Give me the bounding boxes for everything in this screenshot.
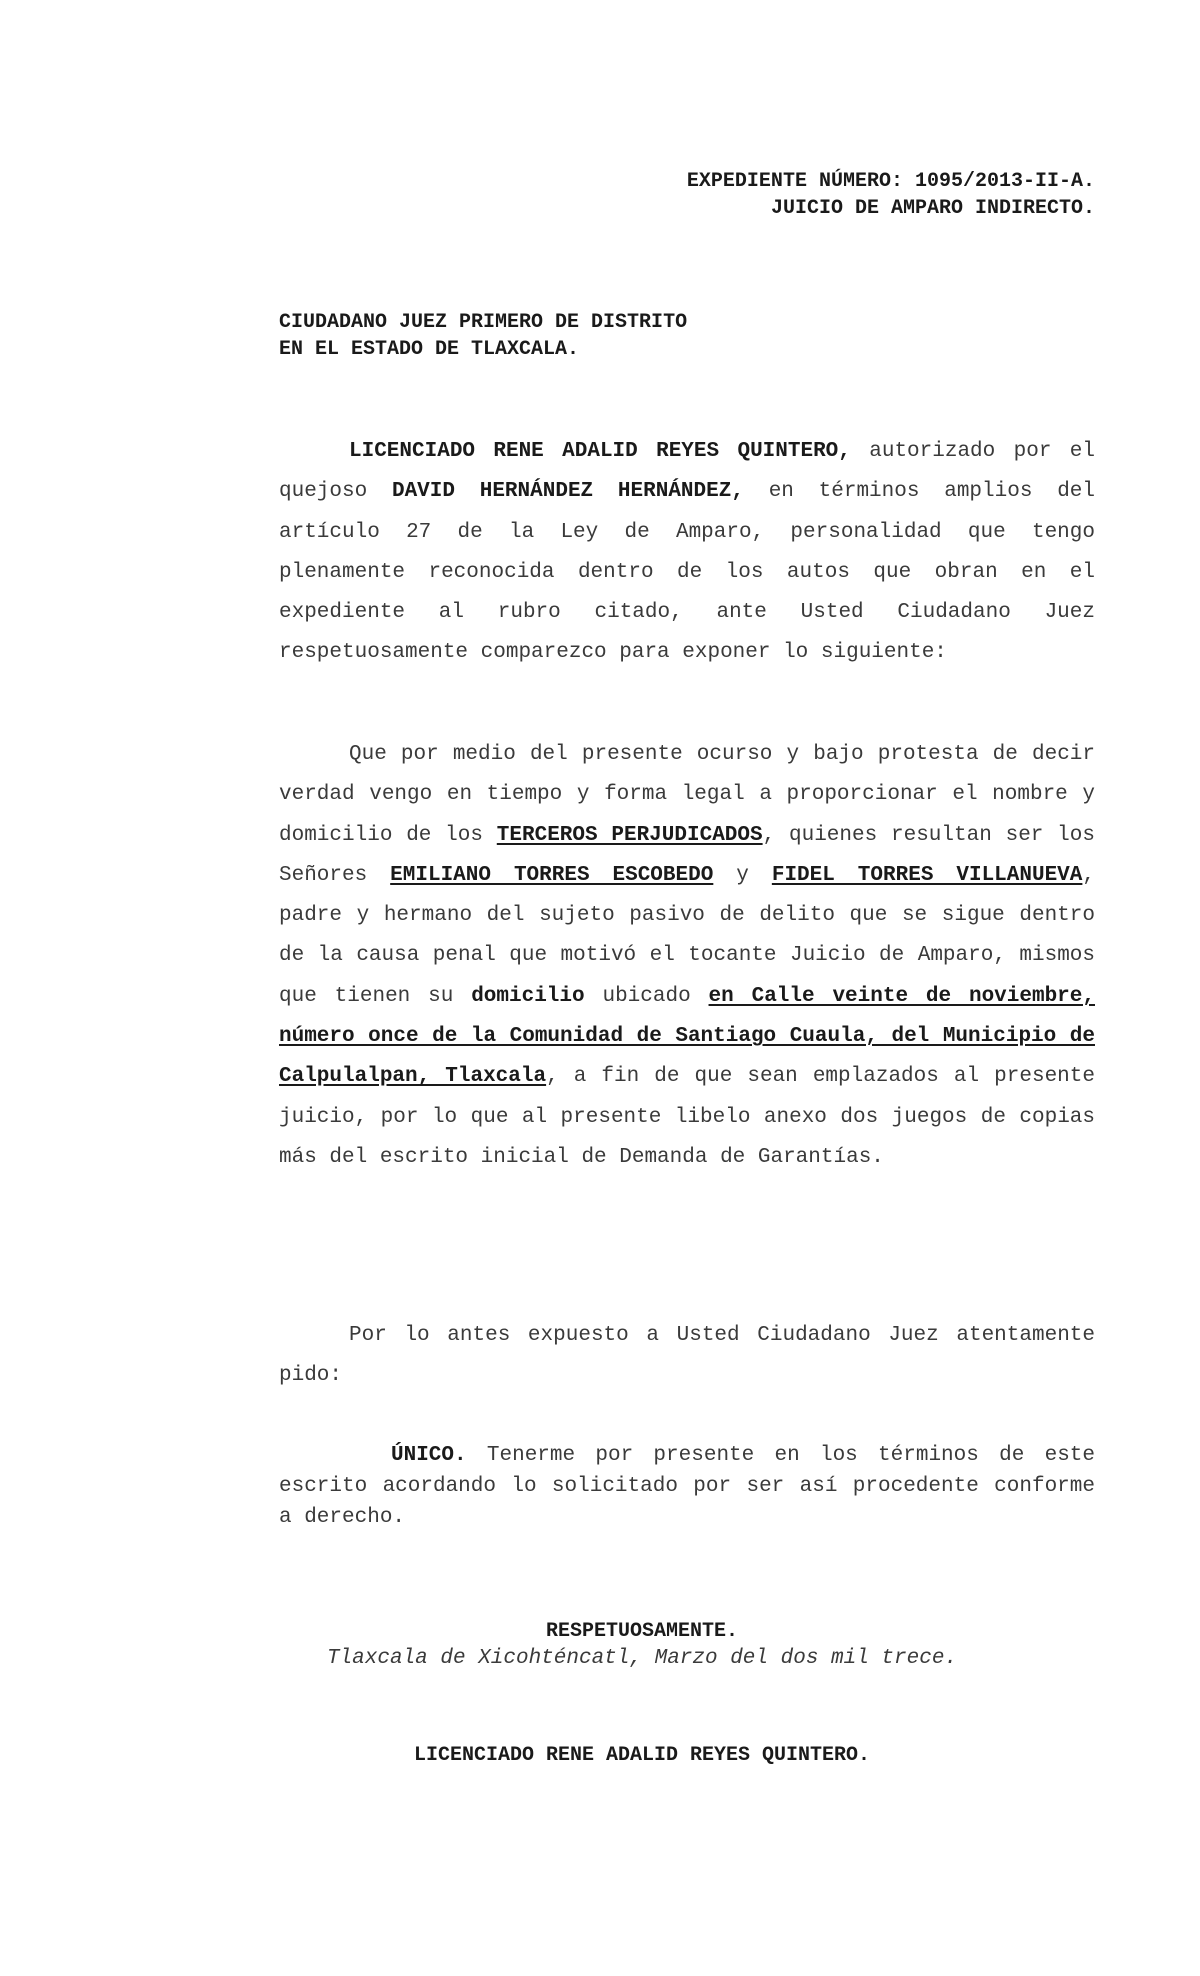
addressee bbox=[279, 309, 687, 363]
closing-salutation: RESPETUOSAMENTE. bbox=[545, 1620, 739, 1643]
complainant-name: DAVID HERNÁNDEZ HERNÁNDEZ, bbox=[391, 480, 744, 504]
tp-text-b: , quienes resultan ser los Señores bbox=[279, 823, 1095, 887]
addressee-line-1: CIUDADANO JUEZ PRIMERO DE DISTRITO bbox=[279, 311, 688, 334]
tp-text-c: y bbox=[713, 863, 772, 887]
paragraph-third-parties bbox=[279, 735, 1095, 1178]
addressee-line-2: EN EL ESTADO DE TLAXCALA. bbox=[279, 338, 580, 361]
attorney-name: LICENCIADO RENE ADALID REYES QUINTERO, bbox=[349, 440, 851, 463]
domicile-word: domicilio bbox=[471, 984, 585, 1008]
tp-text-d: , padre y hermano del sujeto pasivo de delito que se sigue dentro de la causa penal que motivó el tocante Juicio de Amparo, mismos que tienen su bbox=[279, 863, 1095, 1008]
paragraph-petition bbox=[279, 1440, 1095, 1533]
case-number: EXPEDIENTE NÚMERO: 1095/2013-II-A. bbox=[686, 170, 1095, 193]
third-party-2: FIDEL TORRES VILLANUEVA bbox=[771, 863, 1083, 887]
place-date: Tlaxcala de Xicohténcatl, Marzo del dos mil trece. bbox=[326, 1647, 958, 1670]
signature-name: LICENCIADO RENE ADALID REYES QUINTERO. bbox=[413, 1744, 871, 1767]
petition-label: ÚNICO. bbox=[391, 1444, 467, 1467]
tp-text-f: , a fin de que sean emplazados al presente juicio, por lo que al presente libelo anexo dos juegos de copias más del escrito inicial de Demanda de Garantías. bbox=[279, 1065, 1095, 1169]
tp-text-e: ubicado bbox=[584, 984, 709, 1008]
intro-text-b: en términos amplios del artículo 27 de la Ley de Amparo, personalidad que tengo plenamente reconocida dentro de los autos que obran en el expediente al rubro citado, ante Usted Ciudadano Juez respetuosamente comparezco para exponer lo siguiente: bbox=[279, 480, 1095, 665]
intro-text-a: autorizado por el quejoso bbox=[279, 440, 1095, 504]
tp-text-a: Que por medio del presente ocurso y bajo protesta de decir verdad vengo en tiempo y forma legal a proporcionar el nombre y domicilio de los bbox=[279, 743, 1095, 847]
case-header bbox=[687, 168, 1095, 222]
request-text: Por lo antes expuesto a Usted Ciudadano Juez atentamente pido: bbox=[279, 1324, 1095, 1388]
third-party-1: EMILIANO TORRES ESCOBEDO bbox=[390, 863, 714, 887]
closing-block bbox=[0, 1618, 1200, 1672]
proceeding-type: JUICIO DE AMPARO INDIRECTO. bbox=[770, 197, 1095, 220]
domicile-address: en Calle veinte de noviembre, número once de la Comunidad de Santiago Cuaula, del Municipio de Calpulalpan, Tlaxcala bbox=[279, 984, 1095, 1089]
petition-text: Tenerme por presente en los términos de este escrito acordando lo solicitado por ser así procedente conforme a derecho. bbox=[279, 1444, 1095, 1529]
paragraph-introduction bbox=[279, 432, 1095, 674]
paragraph-request bbox=[279, 1316, 1095, 1397]
third-parties-label: TERCEROS PERJUDICADOS bbox=[496, 823, 763, 847]
